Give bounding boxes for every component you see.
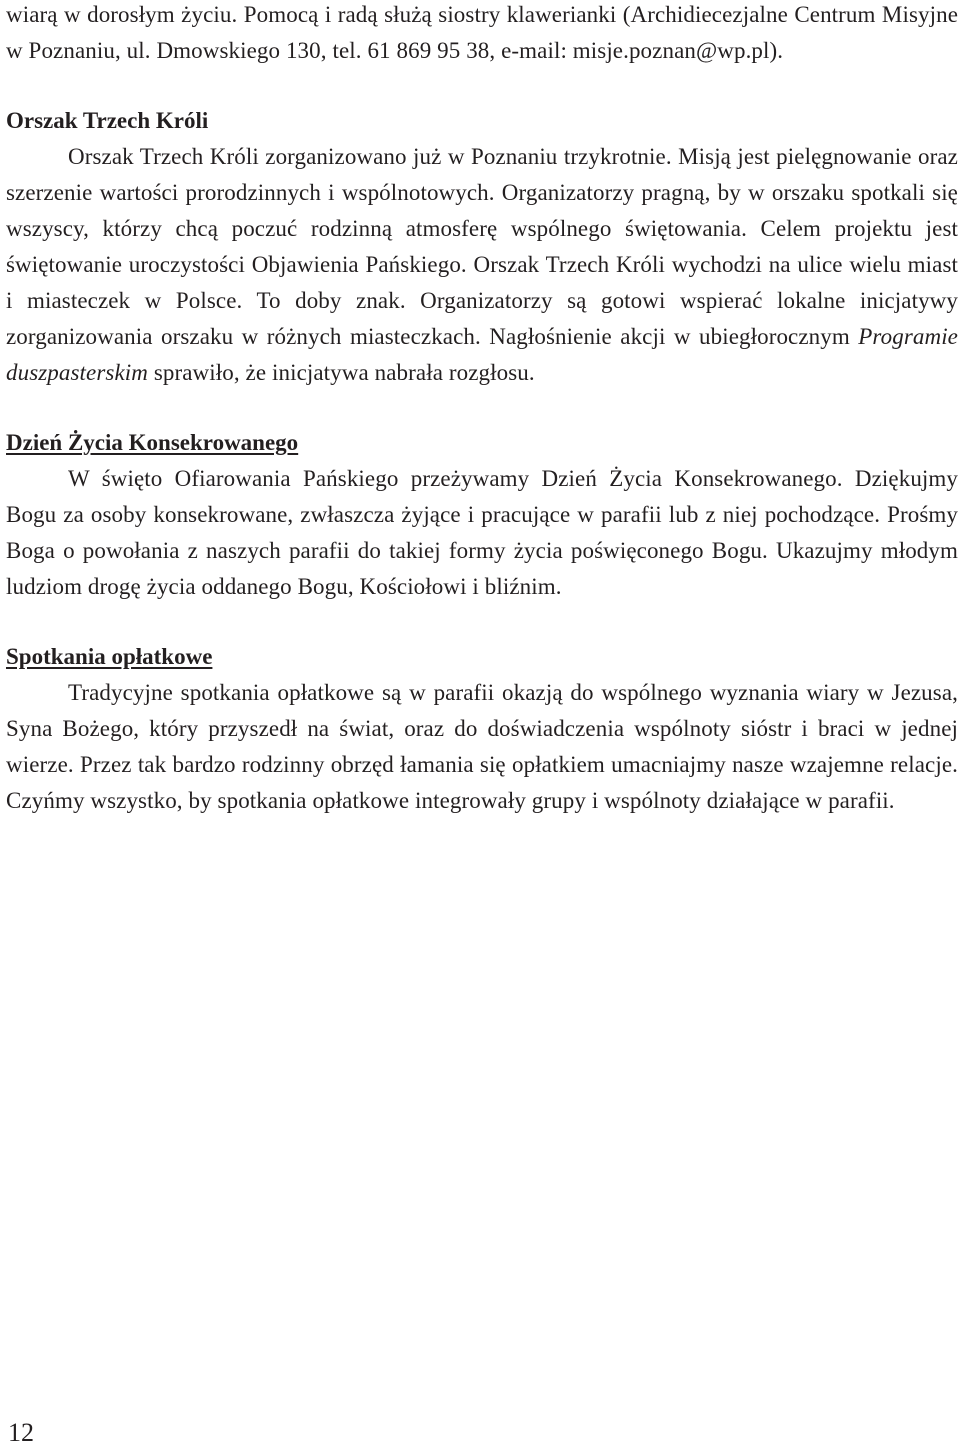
section-orszak-trzech-kroli [6, 103, 958, 391]
section-heading: Orszak Trzech Króli [6, 108, 209, 133]
section-spotkania-oplatkowe [6, 639, 958, 819]
document-page [6, 0, 958, 819]
section-heading: Dzień Życia Konsekrowanego [6, 430, 299, 455]
section-body-text-end: sprawiło, że inicjatywa nabrała rozgłosu. [147, 360, 535, 385]
section-body: W święto Ofiarowania Pańskiego przeżywamy Dzień Życia Konsekrowanego. Dziękujmy Bogu za osoby konsekrowane, zwłaszcza żyjące i pracujące w parafii lub z niej pochodzące. Prośmy Boga o powołania z naszych parafii do takiej formy życia poświęconego Bogu. Ukazujmy młodym ludziom drogę życia oddanego Bogu, Kościołowi i bliźnim. [6, 466, 958, 599]
intro-paragraph: wiarą w dorosłym życiu. Pomocą i radą służą siostry klawerianki (Archidiecezjalne Centrum Misyjne w Poznaniu, ul. Dmowskiego 130, tel. 61 869 95 38, e-mail: misje.poznan@wp.pl). [6, 2, 958, 63]
italic-title: Programie duszpasterskim [6, 324, 958, 385]
section-body-text: Orszak Trzech Króli zorganizowano już w Poznaniu trzykrotnie. Misją jest pielęgnowanie oraz szerzenie wartości prorodzinnych i wspólnotowych. Organizatorzy pragną, by w orszaku spotkali się wszyscy, którzy chcą poczuć rodzinną atmosferę wspólnego świętowania. Celem projektu jest świętowanie uroczystości Objawienia Pańskiego. Orszak Trzech Króli wychodzi na ulice wielu miast i miasteczek w Polsce. To doby znak. Organizatorzy są gotowi wspierać lokalne inicjatywy zorganizowania orszaku w różnych miasteczkach. Nagłośnienie akcji w ubiegłorocznym [6, 144, 958, 349]
section-dzien-zycia-konsekrowanego [6, 425, 958, 605]
section-heading: Spotkania opłatkowe [6, 644, 213, 669]
section-body [6, 139, 958, 391]
section-body: Tradycyjne spotkania opłatkowe są w parafii okazją do wspólnego wyznania wiary w Jezusa, Syna Bożego, który przyszedł na świat, oraz do doświadczenia wspólnoty sióstr i braci w jednej wierze. Przez tak bardzo rodzinny obrzęd łamania się opłatkiem umacniajmy nasze wzajemne relacje. Czyńmy wszystko, by spotkania opłatkowe integrowały grupy i wspólnoty działające w parafii. [6, 680, 958, 813]
page-number: 12 [8, 1418, 34, 1447]
